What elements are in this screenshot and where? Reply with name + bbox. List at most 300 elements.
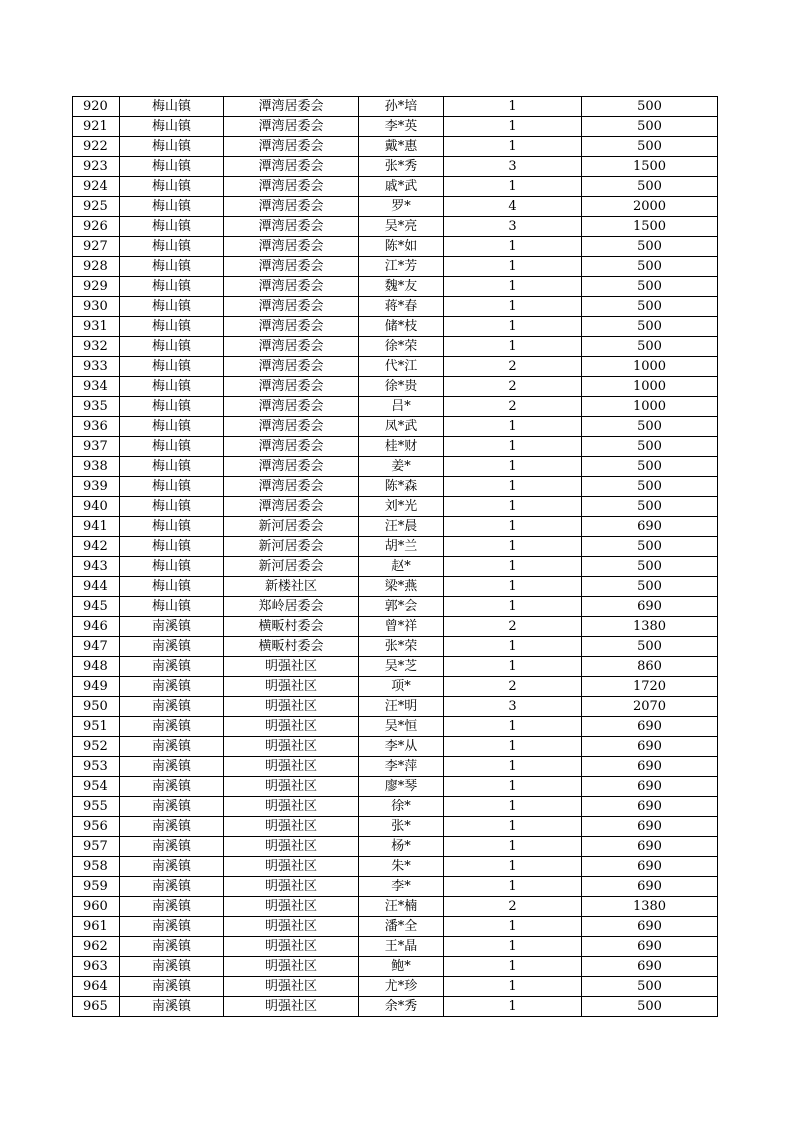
table-row xyxy=(73,797,718,817)
cell-amount: 2000 xyxy=(582,197,718,217)
cell-row-number: 964 xyxy=(73,977,120,997)
cell-community: 新河居委会 xyxy=(224,517,359,537)
cell-community: 潭湾居委会 xyxy=(224,497,359,517)
cell-community: 明强社区 xyxy=(224,797,359,817)
cell-community: 明强社区 xyxy=(224,997,359,1017)
cell-town: 南溪镇 xyxy=(120,657,224,677)
cell-community: 潭湾居委会 xyxy=(224,477,359,497)
cell-town: 梅山镇 xyxy=(120,117,224,137)
cell-row-number: 947 xyxy=(73,637,120,657)
cell-town: 梅山镇 xyxy=(120,137,224,157)
cell-row-number: 950 xyxy=(73,697,120,717)
cell-community: 明强社区 xyxy=(224,717,359,737)
cell-row-number: 941 xyxy=(73,517,120,537)
cell-person-name: 刘*光 xyxy=(359,497,444,517)
cell-town: 梅山镇 xyxy=(120,497,224,517)
cell-community: 潭湾居委会 xyxy=(224,257,359,277)
table-row xyxy=(73,977,718,997)
cell-town: 梅山镇 xyxy=(120,277,224,297)
table-row xyxy=(73,277,718,297)
cell-row-number: 926 xyxy=(73,217,120,237)
cell-row-number: 952 xyxy=(73,737,120,757)
table-row xyxy=(73,717,718,737)
cell-community: 潭湾居委会 xyxy=(224,157,359,177)
cell-person-name: 陈*森 xyxy=(359,477,444,497)
cell-person-name: 徐*荣 xyxy=(359,337,444,357)
table-row xyxy=(73,737,718,757)
cell-community: 明强社区 xyxy=(224,737,359,757)
cell-community: 潭湾居委会 xyxy=(224,317,359,337)
table-row xyxy=(73,457,718,477)
cell-community: 潭湾居委会 xyxy=(224,377,359,397)
cell-row-number: 931 xyxy=(73,317,120,337)
cell-community: 潭湾居委会 xyxy=(224,177,359,197)
cell-row-number: 959 xyxy=(73,877,120,897)
cell-household-count: 1 xyxy=(444,537,582,557)
cell-row-number: 951 xyxy=(73,717,120,737)
cell-amount: 2070 xyxy=(582,697,718,717)
cell-amount: 690 xyxy=(582,957,718,977)
cell-row-number: 961 xyxy=(73,917,120,937)
cell-amount: 500 xyxy=(582,537,718,557)
cell-community: 横畈村委会 xyxy=(224,617,359,637)
cell-person-name: 汪*楠 xyxy=(359,897,444,917)
cell-household-count: 1 xyxy=(444,477,582,497)
cell-person-name: 汪*晨 xyxy=(359,517,444,537)
cell-town: 梅山镇 xyxy=(120,177,224,197)
cell-town: 梅山镇 xyxy=(120,97,224,117)
cell-household-count: 1 xyxy=(444,977,582,997)
cell-amount: 500 xyxy=(582,277,718,297)
cell-community: 明强社区 xyxy=(224,697,359,717)
cell-community: 潭湾居委会 xyxy=(224,237,359,257)
cell-household-count: 2 xyxy=(444,617,582,637)
cell-town: 南溪镇 xyxy=(120,857,224,877)
cell-community: 潭湾居委会 xyxy=(224,357,359,377)
cell-person-name: 蒋*春 xyxy=(359,297,444,317)
cell-town: 南溪镇 xyxy=(120,617,224,637)
cell-amount: 500 xyxy=(582,237,718,257)
cell-community: 明强社区 xyxy=(224,777,359,797)
cell-community: 潭湾居委会 xyxy=(224,337,359,357)
cell-person-name: 吕* xyxy=(359,397,444,417)
cell-person-name: 李*英 xyxy=(359,117,444,137)
cell-household-count: 1 xyxy=(444,337,582,357)
cell-amount: 500 xyxy=(582,417,718,437)
cell-town: 梅山镇 xyxy=(120,317,224,337)
cell-person-name: 徐* xyxy=(359,797,444,817)
cell-household-count: 1 xyxy=(444,597,582,617)
cell-town: 梅山镇 xyxy=(120,157,224,177)
cell-town: 梅山镇 xyxy=(120,357,224,377)
cell-person-name: 潘*全 xyxy=(359,917,444,937)
cell-community: 明强社区 xyxy=(224,937,359,957)
cell-community: 明强社区 xyxy=(224,897,359,917)
cell-row-number: 937 xyxy=(73,437,120,457)
table-row xyxy=(73,317,718,337)
cell-row-number: 953 xyxy=(73,757,120,777)
cell-town: 梅山镇 xyxy=(120,297,224,317)
cell-household-count: 1 xyxy=(444,97,582,117)
cell-row-number: 939 xyxy=(73,477,120,497)
cell-community: 潭湾居委会 xyxy=(224,457,359,477)
table-row xyxy=(73,997,718,1017)
cell-community: 潭湾居委会 xyxy=(224,297,359,317)
cell-household-count: 1 xyxy=(444,917,582,937)
table-row xyxy=(73,157,718,177)
cell-household-count: 4 xyxy=(444,197,582,217)
cell-amount: 500 xyxy=(582,637,718,657)
cell-household-count: 2 xyxy=(444,377,582,397)
cell-row-number: 943 xyxy=(73,557,120,577)
table-row xyxy=(73,597,718,617)
cell-town: 梅山镇 xyxy=(120,457,224,477)
cell-row-number: 920 xyxy=(73,97,120,117)
cell-amount: 1000 xyxy=(582,357,718,377)
table-row xyxy=(73,357,718,377)
table-row xyxy=(73,917,718,937)
cell-town: 南溪镇 xyxy=(120,997,224,1017)
cell-household-count: 3 xyxy=(444,217,582,237)
cell-town: 南溪镇 xyxy=(120,697,224,717)
cell-household-count: 1 xyxy=(444,957,582,977)
cell-household-count: 1 xyxy=(444,837,582,857)
cell-row-number: 958 xyxy=(73,857,120,877)
cell-person-name: 杨* xyxy=(359,837,444,857)
cell-person-name: 李* xyxy=(359,877,444,897)
cell-amount: 1720 xyxy=(582,677,718,697)
cell-household-count: 1 xyxy=(444,937,582,957)
cell-household-count: 1 xyxy=(444,417,582,437)
cell-community: 潭湾居委会 xyxy=(224,137,359,157)
cell-person-name: 代*江 xyxy=(359,357,444,377)
cell-amount: 500 xyxy=(582,177,718,197)
cell-amount: 690 xyxy=(582,597,718,617)
cell-town: 梅山镇 xyxy=(120,377,224,397)
cell-community: 潭湾居委会 xyxy=(224,197,359,217)
cell-person-name: 凤*武 xyxy=(359,417,444,437)
cell-row-number: 940 xyxy=(73,497,120,517)
cell-household-count: 1 xyxy=(444,317,582,337)
cell-person-name: 孙*培 xyxy=(359,97,444,117)
table-row xyxy=(73,117,718,137)
table-row xyxy=(73,937,718,957)
cell-amount: 690 xyxy=(582,877,718,897)
cell-household-count: 1 xyxy=(444,737,582,757)
table-row xyxy=(73,497,718,517)
cell-community: 明强社区 xyxy=(224,677,359,697)
cell-household-count: 1 xyxy=(444,717,582,737)
cell-person-name: 戴*惠 xyxy=(359,137,444,157)
cell-amount: 1500 xyxy=(582,217,718,237)
cell-person-name: 张*荣 xyxy=(359,637,444,657)
cell-row-number: 924 xyxy=(73,177,120,197)
table-row xyxy=(73,197,718,217)
cell-row-number: 921 xyxy=(73,117,120,137)
cell-person-name: 罗* xyxy=(359,197,444,217)
cell-person-name: 吴*亮 xyxy=(359,217,444,237)
cell-person-name: 廖*琴 xyxy=(359,777,444,797)
cell-amount: 1500 xyxy=(582,157,718,177)
cell-community: 横畈村委会 xyxy=(224,637,359,657)
cell-amount: 500 xyxy=(582,557,718,577)
cell-person-name: 魏*友 xyxy=(359,277,444,297)
cell-row-number: 949 xyxy=(73,677,120,697)
cell-household-count: 1 xyxy=(444,877,582,897)
cell-town: 南溪镇 xyxy=(120,797,224,817)
cell-amount: 690 xyxy=(582,857,718,877)
table-body xyxy=(73,97,718,1017)
cell-household-count: 2 xyxy=(444,897,582,917)
cell-community: 明强社区 xyxy=(224,657,359,677)
cell-amount: 1380 xyxy=(582,897,718,917)
cell-community: 潭湾居委会 xyxy=(224,417,359,437)
cell-row-number: 923 xyxy=(73,157,120,177)
cell-amount: 500 xyxy=(582,97,718,117)
table-row xyxy=(73,877,718,897)
cell-row-number: 957 xyxy=(73,837,120,857)
cell-amount: 500 xyxy=(582,437,718,457)
cell-household-count: 1 xyxy=(444,517,582,537)
cell-row-number: 946 xyxy=(73,617,120,637)
cell-person-name: 曾*祥 xyxy=(359,617,444,637)
cell-household-count: 2 xyxy=(444,397,582,417)
table-row xyxy=(73,757,718,777)
cell-community: 明强社区 xyxy=(224,837,359,857)
table-row xyxy=(73,837,718,857)
cell-amount: 690 xyxy=(582,917,718,937)
table-row xyxy=(73,97,718,117)
cell-community: 新河居委会 xyxy=(224,537,359,557)
cell-community: 明强社区 xyxy=(224,817,359,837)
cell-person-name: 鲍* xyxy=(359,957,444,977)
table-row xyxy=(73,637,718,657)
cell-amount: 500 xyxy=(582,577,718,597)
table-row xyxy=(73,957,718,977)
cell-amount: 860 xyxy=(582,657,718,677)
cell-household-count: 3 xyxy=(444,157,582,177)
cell-person-name: 徐*贵 xyxy=(359,377,444,397)
cell-town: 梅山镇 xyxy=(120,537,224,557)
cell-household-count: 1 xyxy=(444,277,582,297)
table-row xyxy=(73,517,718,537)
table-row xyxy=(73,257,718,277)
cell-town: 南溪镇 xyxy=(120,837,224,857)
cell-town: 梅山镇 xyxy=(120,477,224,497)
cell-town: 梅山镇 xyxy=(120,217,224,237)
cell-person-name: 赵* xyxy=(359,557,444,577)
cell-person-name: 张* xyxy=(359,817,444,837)
cell-person-name: 江*芳 xyxy=(359,257,444,277)
cell-amount: 500 xyxy=(582,117,718,137)
cell-town: 南溪镇 xyxy=(120,777,224,797)
cell-household-count: 1 xyxy=(444,177,582,197)
cell-amount: 690 xyxy=(582,757,718,777)
cell-row-number: 944 xyxy=(73,577,120,597)
cell-community: 新河居委会 xyxy=(224,557,359,577)
cell-person-name: 储*枝 xyxy=(359,317,444,337)
cell-household-count: 3 xyxy=(444,697,582,717)
cell-town: 梅山镇 xyxy=(120,257,224,277)
cell-row-number: 948 xyxy=(73,657,120,677)
cell-row-number: 935 xyxy=(73,397,120,417)
table-row xyxy=(73,417,718,437)
cell-amount: 690 xyxy=(582,817,718,837)
cell-row-number: 955 xyxy=(73,797,120,817)
cell-amount: 500 xyxy=(582,137,718,157)
cell-row-number: 928 xyxy=(73,257,120,277)
cell-household-count: 1 xyxy=(444,497,582,517)
cell-amount: 690 xyxy=(582,937,718,957)
cell-town: 南溪镇 xyxy=(120,757,224,777)
cell-town: 南溪镇 xyxy=(120,937,224,957)
cell-household-count: 2 xyxy=(444,677,582,697)
table-row xyxy=(73,337,718,357)
cell-amount: 690 xyxy=(582,777,718,797)
table-row xyxy=(73,477,718,497)
table-row xyxy=(73,137,718,157)
table-row xyxy=(73,777,718,797)
cell-town: 梅山镇 xyxy=(120,577,224,597)
cell-person-name: 姜* xyxy=(359,457,444,477)
cell-household-count: 1 xyxy=(444,557,582,577)
cell-town: 南溪镇 xyxy=(120,737,224,757)
table-row xyxy=(73,237,718,257)
cell-town: 梅山镇 xyxy=(120,417,224,437)
table-row xyxy=(73,857,718,877)
cell-person-name: 吴*恒 xyxy=(359,717,444,737)
cell-person-name: 陈*如 xyxy=(359,237,444,257)
cell-town: 南溪镇 xyxy=(120,957,224,977)
cell-person-name: 朱* xyxy=(359,857,444,877)
cell-row-number: 930 xyxy=(73,297,120,317)
cell-row-number: 934 xyxy=(73,377,120,397)
cell-person-name: 尤*珍 xyxy=(359,977,444,997)
cell-household-count: 1 xyxy=(444,577,582,597)
cell-community: 潭湾居委会 xyxy=(224,397,359,417)
cell-row-number: 956 xyxy=(73,817,120,837)
cell-person-name: 余*秀 xyxy=(359,997,444,1017)
cell-amount: 1380 xyxy=(582,617,718,637)
cell-town: 梅山镇 xyxy=(120,597,224,617)
cell-row-number: 954 xyxy=(73,777,120,797)
cell-community: 明强社区 xyxy=(224,857,359,877)
cell-town: 梅山镇 xyxy=(120,517,224,537)
table-row xyxy=(73,697,718,717)
cell-row-number: 962 xyxy=(73,937,120,957)
cell-amount: 500 xyxy=(582,477,718,497)
cell-household-count: 1 xyxy=(444,857,582,877)
cell-community: 明强社区 xyxy=(224,877,359,897)
table-row xyxy=(73,537,718,557)
cell-person-name: 梁*燕 xyxy=(359,577,444,597)
table-row xyxy=(73,177,718,197)
cell-town: 南溪镇 xyxy=(120,637,224,657)
cell-household-count: 1 xyxy=(444,437,582,457)
cell-amount: 500 xyxy=(582,337,718,357)
cell-household-count: 1 xyxy=(444,117,582,137)
cell-town: 南溪镇 xyxy=(120,977,224,997)
cell-household-count: 1 xyxy=(444,637,582,657)
cell-community: 潭湾居委会 xyxy=(224,437,359,457)
cell-person-name: 张*秀 xyxy=(359,157,444,177)
cell-community: 郑岭居委会 xyxy=(224,597,359,617)
cell-household-count: 1 xyxy=(444,777,582,797)
cell-row-number: 922 xyxy=(73,137,120,157)
cell-town: 南溪镇 xyxy=(120,717,224,737)
cell-community: 明强社区 xyxy=(224,757,359,777)
cell-amount: 690 xyxy=(582,717,718,737)
cell-household-count: 1 xyxy=(444,817,582,837)
cell-row-number: 927 xyxy=(73,237,120,257)
cell-amount: 500 xyxy=(582,297,718,317)
cell-amount: 500 xyxy=(582,977,718,997)
cell-community: 明强社区 xyxy=(224,917,359,937)
cell-town: 梅山镇 xyxy=(120,237,224,257)
table-row xyxy=(73,437,718,457)
cell-person-name: 吴*芝 xyxy=(359,657,444,677)
cell-household-count: 1 xyxy=(444,297,582,317)
cell-household-count: 1 xyxy=(444,457,582,477)
cell-household-count: 1 xyxy=(444,257,582,277)
cell-community: 潭湾居委会 xyxy=(224,117,359,137)
cell-row-number: 942 xyxy=(73,537,120,557)
cell-town: 南溪镇 xyxy=(120,817,224,837)
cell-town: 南溪镇 xyxy=(120,877,224,897)
cell-community: 明强社区 xyxy=(224,977,359,997)
cell-amount: 500 xyxy=(582,257,718,277)
cell-person-name: 胡*兰 xyxy=(359,537,444,557)
table-row xyxy=(73,577,718,597)
cell-amount: 690 xyxy=(582,517,718,537)
table-row xyxy=(73,657,718,677)
cell-household-count: 1 xyxy=(444,997,582,1017)
table-row xyxy=(73,217,718,237)
table-row xyxy=(73,397,718,417)
cell-amount: 500 xyxy=(582,997,718,1017)
cell-amount: 500 xyxy=(582,317,718,337)
cell-household-count: 1 xyxy=(444,657,582,677)
cell-town: 南溪镇 xyxy=(120,677,224,697)
cell-person-name: 王*晶 xyxy=(359,937,444,957)
cell-community: 明强社区 xyxy=(224,957,359,977)
table-row xyxy=(73,617,718,637)
cell-row-number: 925 xyxy=(73,197,120,217)
cell-amount: 500 xyxy=(582,457,718,477)
cell-community: 潭湾居委会 xyxy=(224,217,359,237)
cell-household-count: 2 xyxy=(444,357,582,377)
cell-amount: 690 xyxy=(582,797,718,817)
cell-amount: 690 xyxy=(582,837,718,857)
table-row xyxy=(73,677,718,697)
cell-household-count: 1 xyxy=(444,237,582,257)
cell-town: 梅山镇 xyxy=(120,197,224,217)
cell-person-name: 戚*武 xyxy=(359,177,444,197)
cell-town: 梅山镇 xyxy=(120,337,224,357)
cell-row-number: 965 xyxy=(73,997,120,1017)
cell-row-number: 938 xyxy=(73,457,120,477)
cell-row-number: 932 xyxy=(73,337,120,357)
cell-row-number: 933 xyxy=(73,357,120,377)
cell-row-number: 929 xyxy=(73,277,120,297)
subsidy-table xyxy=(72,96,718,1017)
cell-town: 梅山镇 xyxy=(120,437,224,457)
cell-household-count: 1 xyxy=(444,137,582,157)
cell-household-count: 1 xyxy=(444,757,582,777)
cell-person-name: 项* xyxy=(359,677,444,697)
table-row xyxy=(73,557,718,577)
cell-person-name: 汪*明 xyxy=(359,697,444,717)
